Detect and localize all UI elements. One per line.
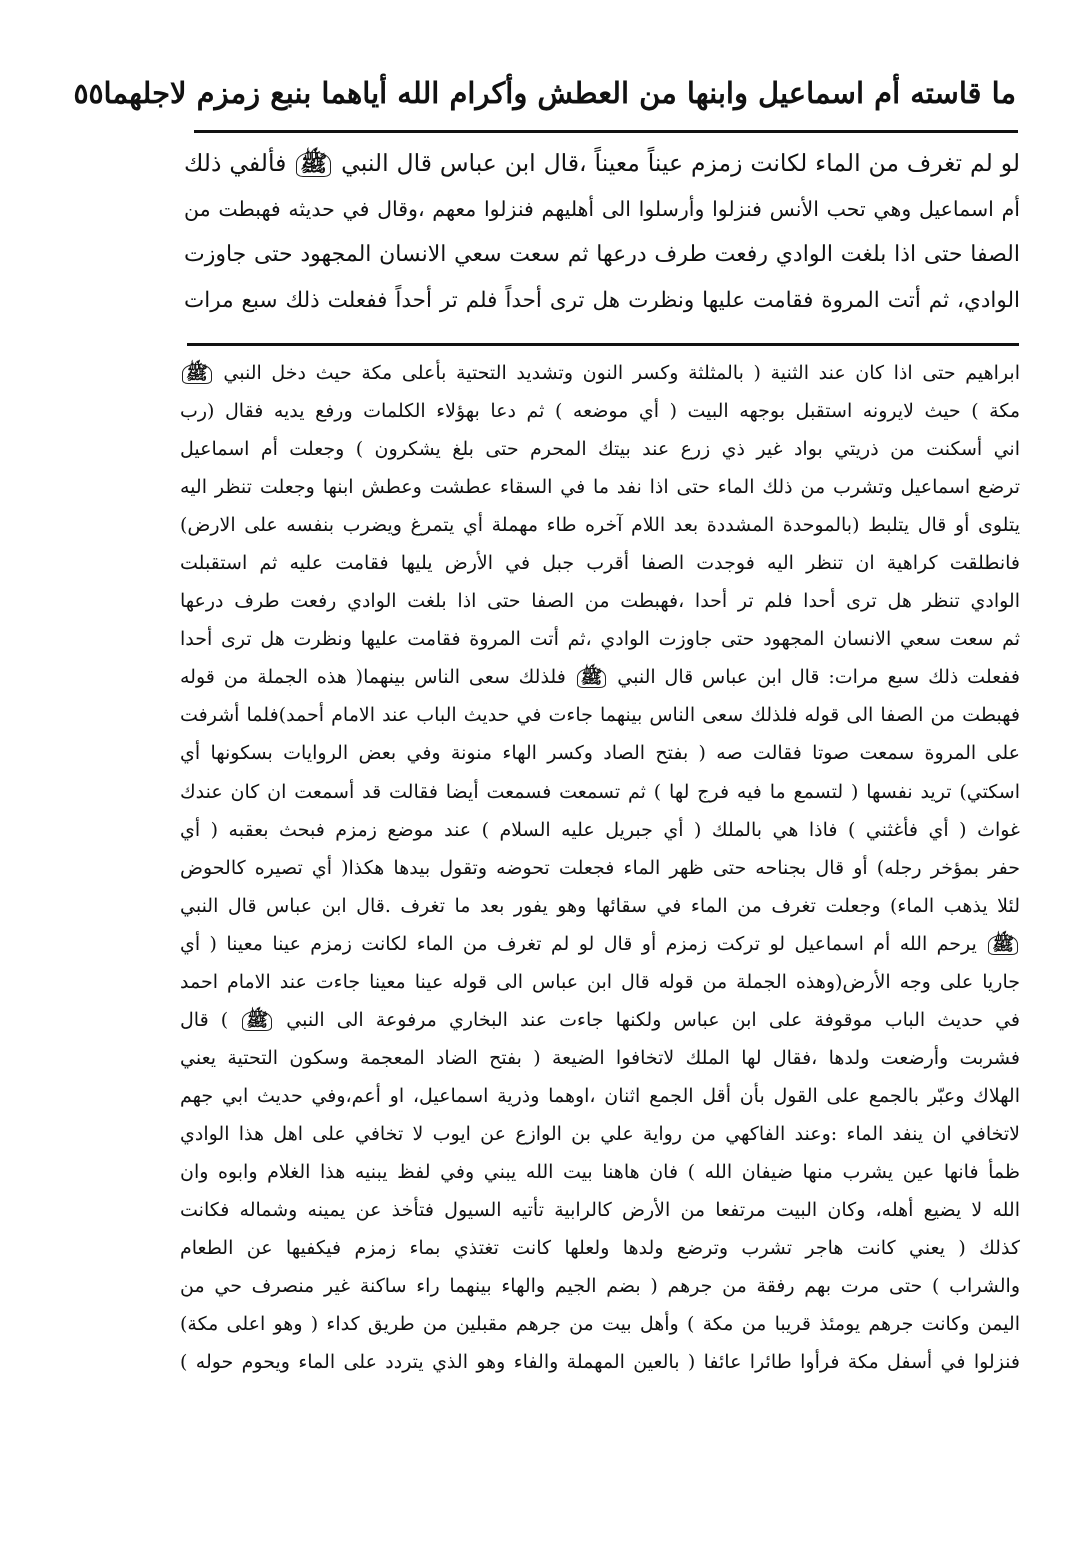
- commentary-line: غواث ( أي فأغثني ) فاذا هي بالملك ( أي جبريل عليه السلام ) عند موضع زمزم فبحث بعقبه ( أي: [180, 818, 1020, 841]
- commentary-line: ثم سعت سعي الانسان المجهود حتى جاوزت الوادي ،ثم أتت المروة فقامت عليها ونظرت هل ترى أحدا: [180, 628, 1020, 651]
- commentary-line: الله لا يضيع أهله، وكان البيت مرتفعا من الأرض كالرابية تأتيه السيول فتأخذ عن يمينه وشماله فكانت: [180, 1199, 1020, 1222]
- main-text-line: الصفا حتى اذا بلغت الوادي رفعت طرف درعها ثم سعت سعي الانسان المجهود حتى جاوزت: [184, 242, 1020, 267]
- honorific-seal-icon: ﷺ: [242, 1011, 272, 1031]
- commentary-line: اليمن وكانت جرهم يومئذ قريبا من مكة ) وأهل بيت من جرهم مقبلين من طريق كداء ( وهو اعلى مكة): [180, 1313, 1020, 1336]
- honorific-seal-icon: ﷺ: [577, 668, 607, 688]
- main-text-block: [184, 140, 1020, 324]
- commentary-line: كذلك ( يعني كانت هاجر تشرب وترضع ولدها ولعلها كانت تغتذي بماء زمزم فيكفيها عن الطعام: [180, 1237, 1020, 1260]
- commentary-line: ابراهيم حتى اذا كان عند الثنية ( بالمثلثة وكسر النون وتشديد التحتية بأعلى مكة حيث دخل النبي ﷺ: [180, 354, 1020, 392]
- honorific-seal-icon: ﷺ: [182, 364, 212, 384]
- commentary-line: لاتخافي ان ينفد الماء :وعند الفاكهي من رواية علي بن الوازع عن ايوب لا تخافي على اهل هذا الوادي: [180, 1122, 1020, 1145]
- footnote-divider: [187, 343, 1019, 346]
- commentary-block: [180, 354, 1020, 1381]
- commentary-line: يتلوى أو قال يتلبط (بالموحدة المشددة بعد اللام آخره طاء مهملة أي يتمرغ ويضرب بنفسه على الارض): [180, 514, 1020, 537]
- commentary-line: فهبطت من الصفا الى قوله فلذلك سعى الناس بينهما جاءت في حديث الباب عند الامام أحمد)فلما أشرفت: [180, 704, 1020, 727]
- commentary-line: ﷺ يرحم الله أم اسماعيل لو تركت زمزم أو قال لو لم تغرف من الماء لكانت زمزم عينا معينا ( أي: [180, 925, 1020, 963]
- running-title: ما قاسته أم اسماعيل وابنها من العطش وأكرام الله أياهما بنبع زمزم لاجلهما: [103, 76, 1016, 110]
- main-text-line: لو لم تغرف من الماء لكانت زمزم عيناً معيناً ،قال ابن عباس قال النبي ﷺ فألفي ذلك: [184, 149, 1020, 178]
- commentary-line: فشربت وأرضعت ولدها ،فقال لها الملك لاتخافوا الضيعة ( بفتح الضاد المعجمة وسكون التحتية يعني: [180, 1046, 1020, 1069]
- main-text-line: الوادي، ثم أتت المروة فقامت عليها ونظرت هل ترى أحداً فلم تر أحداً ففعلت ذلك سبع مرات: [184, 288, 1020, 313]
- commentary-line: ظمأ فانها عين يشرب منها ضيفان الله ) فان هاهنا بيت الله يبني وفي لفظ يبنيه هذا الغلام وابوه وان: [180, 1160, 1020, 1183]
- page-number: ٥٥: [73, 76, 104, 110]
- page-header: [73, 68, 1016, 118]
- commentary-line: الوادي تنظر هل ترى أحدا فلم تر أحدا ،فهبطت من الصفا حتى اذا بلغت الوادي رفعت طرف درعها: [180, 590, 1020, 613]
- honorific-seal-icon: ﷺ: [296, 152, 331, 176]
- commentary-line: ففعلت ذلك سبع مرات: قال ابن عباس قال النبي ﷺ فلذلك سعى الناس بينهما( هذه الجملة من قوله: [180, 666, 1020, 689]
- commentary-line: اسكتي) تريد نفسها ( لتسمع ما فيه فرج لها ) ثم تسمعت فسمعت أيضا فقالت قد أسمعت ان كان عندك: [180, 780, 1020, 803]
- commentary-line: في حديث الباب موقوفة على ابن عباس ولكنها جاءت عند البخاري مرفوعة الى النبي ﷺ ) قال: [180, 1008, 1020, 1031]
- honorific-seal-icon: ﷺ: [988, 935, 1018, 955]
- commentary-line: فنزلوا في أسفل مكة فرأوا طائرا عائفا ( بالعين المهملة والفاء وهو الذي يتردد على الماء ويحوم حوله ): [180, 1351, 1020, 1374]
- commentary-line: والشراب ) حتى مرت بهم رفقة من جرهم ( بضم الجيم والهاء بينهما راء ساكنة غير منصرف حي من: [180, 1275, 1020, 1298]
- commentary-line: الهلاك وعبّر بالجمع على القول بأن أقل الجمع اثنان ،اوهما وذرية اسماعيل، او أعم،وفي حديث ابي جهم: [180, 1084, 1020, 1107]
- commentary-line: لئلا يذهب الماء) وجعلت تغرف من الماء في سقائها وهو يفور بعد ما تغرف .قال ابن عباس قال النبي: [180, 894, 1020, 917]
- commentary-line: ترضع اسماعيل وتشرب من ذلك الماء حتى اذا نفد ما في السقاء عطشت وعطش ابنها وجعلت تنظر اليه: [180, 476, 1020, 499]
- header-divider: [194, 130, 1018, 133]
- commentary-line: حفر بمؤخر رجله) أو قال بجناحه حتى ظهر الماء فجعلت تحوضه وتقول بيدها هكذا( أي تصيره كالحوض: [180, 856, 1020, 879]
- commentary-line: جاريا على وجه الأرض(وهذه الجملة من قوله قال ابن عباس الى قوله عينا معينا جاءت عند الامام احمد: [180, 970, 1020, 993]
- commentary-line: مكة ) حيث لايرونه استقبل بوجهه البيت ( أي موضعه ) ثم دعا بهؤلاء الكلمات ورفع يديه فقال (رب: [180, 400, 1020, 423]
- main-text-line: أم اسماعيل وهي تحب الأنس فنزلوا وأرسلوا الى أهليهم فنزلوا معهم ،وقال في حديثه فهبطت من: [184, 197, 1020, 221]
- commentary-line: اني أسكنت من ذريتي بواد غير ذي زرع عند بيتك المحرم حتى بلغ يشكرون ) وجعلت أم اسماعيل: [180, 438, 1020, 461]
- commentary-line: فانطلقت كراهية ان تنظر اليه فوجدت الصفا أقرب جبل في الأرض يليها فقامت عليه ثم استقبلت: [180, 552, 1020, 575]
- commentary-line: على المروة سمعت صوتا فقالت صه ( بفتح الصاد وكسر الهاء منونة وفي بعض الروايات بسكونها أي: [180, 742, 1020, 765]
